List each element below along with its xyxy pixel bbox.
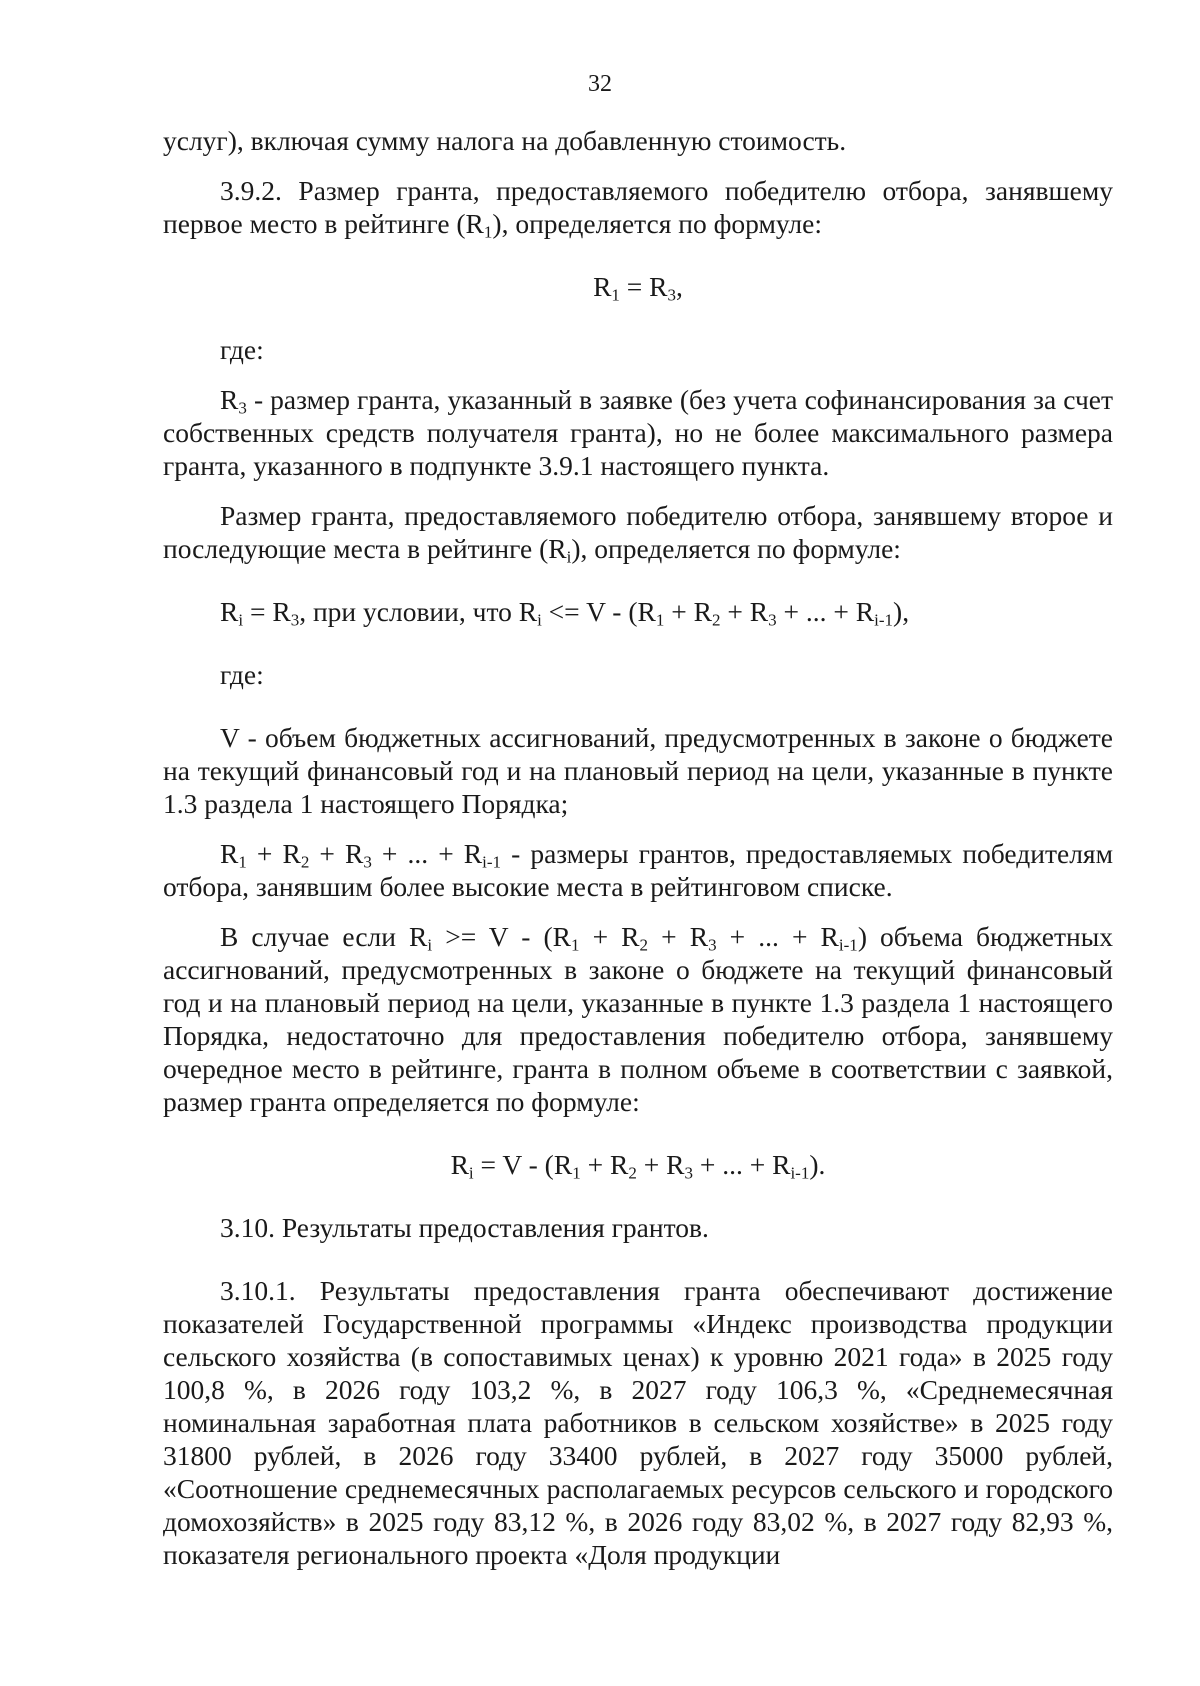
page-number: 32	[588, 71, 612, 97]
paragraph-v-definition: V - объем бюджетных ассигнований, предусмотренных в законе о бюджете на текущий финансовый год и на плановый период на цели, указанные в пункте 1.3 раздела 1 настоящего Порядка;	[163, 722, 1113, 819]
formula-r1: $R_1 = R_3$,	[593, 271, 683, 305]
paragraph-insufficient-case: В случае если $R_i >= V - (R_1 + R_2 + R_3$ + ... + $R_{i-1}$) объема бюджетных ассигнований, предусмотренных в законе о бюджете на текущий финансовый год и на плановый период на цели, указанные в пункте 1.3 раздела 1 настоящего Порядка, недостаточно для предоставления победителю отбора, занявшему очередное место в рейтинге, гранта в полном объеме в соответствии с заявкой, размер гранта определяется по формуле:	[163, 921, 1113, 1117]
formula-ri-condition: $R_i = R_3$, при условии, что $R_i <= V - (R_1 + R_2 + R_3$ + ... + $R_{i-1}$),	[220, 596, 910, 630]
heading-3-10: 3.10. Результаты предоставления грантов.	[220, 1212, 709, 1243]
paragraph-3-9-2: 3.9.2. Размер гранта, предоставляемого победителю отбора, занявшему первое место в рейтинге $(R_1)$, определяется по формуле:	[163, 175, 1113, 242]
paragraph-where-2: где:	[220, 659, 264, 690]
paragraph-ri-intro: Размер гранта, предоставляемого победителю отбора, занявшему второе и последующие места в рейтинге $(R_i)$, определяется по формуле:	[163, 500, 1113, 567]
paragraph-where-1: где:	[220, 334, 264, 365]
paragraph-r3-definition: $R_3$ - размер гранта, указанный в заявке (без учета софинансирования за счет собственных средств получателя гранта), но не более максимального размера гранта, указанного в подпункте 3.9.1 настоящего пункта.	[163, 384, 1113, 481]
paragraph-continuation: услуг), включая сумму налога на добавленную стоимость.	[163, 125, 847, 156]
paragraph-3-10-1: 3.10.1. Результаты предоставления гранта обеспечивают достижение показателей Государственной программы «Индекс производства продукции сельского хозяйства (в сопоставимых ценах) к уровню 2021 года» в 2025 году 100,8 %, в 2026 году 103,2 %, в 2027 году 106,3 %, «Среднемесячная номинальная заработная плата работников в сельском хозяйстве» в 2025 году 31800 рублей, в 2026 году 33400 рублей, в 2027 году 35000 рублей, «Соотношение среднемесячных располагаемых ресурсов сельского и городского домохозяйств» в 2025 году 83,12 %, в 2026 году 83,02 %, в 2027 году 82,93 %, показателя регионального проекта «Доля продукции	[163, 1275, 1113, 1570]
formula-ri-remainder: $R_i = V - (R_1 + R_2 + R_3$ + ... + $R_{i-1}$).	[450, 1149, 826, 1183]
page-body	[163, 124, 1113, 1571]
paragraph-sum-definition: $R_1 + R_2 + R_3$ + ... + $R_{i-1}$ - размеры грантов, предоставляемых победителям отбора, занявшим более высокие места в рейтинговом списке.	[163, 838, 1113, 902]
